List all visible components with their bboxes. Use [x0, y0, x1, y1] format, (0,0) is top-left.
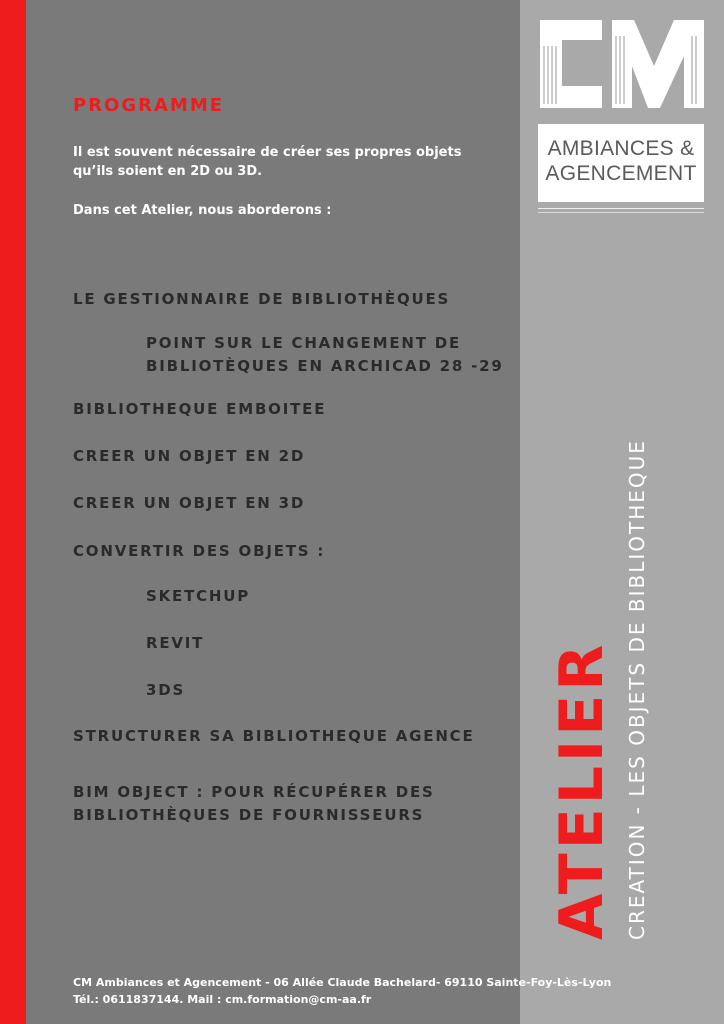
section-title: PROGRAMME	[73, 95, 225, 116]
program-item: CREER UN OBJET EN 3D	[73, 494, 306, 512]
logo-text-box	[538, 124, 704, 202]
program-item: BIM OBJECT : POUR RÉCUPÉRER DES	[73, 783, 435, 801]
logo-line-2: AGENCEMENT	[545, 162, 697, 185]
program-subitem: SKETCHUP	[146, 587, 251, 605]
cm-logo-mark	[536, 16, 708, 116]
program-item: STRUCTURER SA BIBLIOTHEQUE AGENCE	[73, 727, 475, 745]
main-title-vertical: ATELIER	[547, 640, 617, 940]
footer-address: CM Ambiances et Agencement - 06 Allée Claude Bachelard- 69110 Sainte-Foy-Lès-Lyon	[73, 976, 612, 989]
program-item: LE GESTIONNAIRE DE BIBLIOTHÈQUES	[73, 290, 451, 308]
program-subitem: 3DS	[146, 681, 186, 699]
program-subitem: REVIT	[146, 634, 205, 652]
intro-line-3: Dans cet Atelier, nous aborderons :	[73, 203, 332, 218]
program-item: BIBLIOTHÈQUES DE FOURNISSEURS	[73, 806, 425, 824]
program-item: CREER UN OBJET EN 2D	[73, 447, 306, 465]
logo-underline-2	[538, 212, 704, 213]
program-item: BIBLIOTHEQUE EMBOITEE	[73, 400, 327, 418]
subtitle-vertical: CREATION - LES OBJETS DE BIBLIOTHEQUE	[625, 439, 649, 940]
logo-underline	[538, 208, 704, 209]
program-item: CONVERTIR DES OBJETS :	[73, 542, 326, 560]
accent-bar	[0, 0, 26, 1024]
intro-line-2: qu’ils soient en 2D ou 3D.	[73, 164, 263, 179]
logo-line-1: AMBIANCES &	[547, 137, 695, 160]
program-subitem: BIBLIOTÈQUES EN ARCHICAD 28 -29	[146, 357, 504, 375]
program-subitem: POINT SUR LE CHANGEMENT DE	[146, 334, 462, 352]
intro-line-1: Il est souvent nécessaire de créer ses propres objets	[73, 145, 462, 160]
footer-phone-mail: Tél.: 0611837144. Mail : cm.formation@cm-aa.fr	[73, 993, 372, 1006]
footer-contact	[73, 974, 611, 1008]
